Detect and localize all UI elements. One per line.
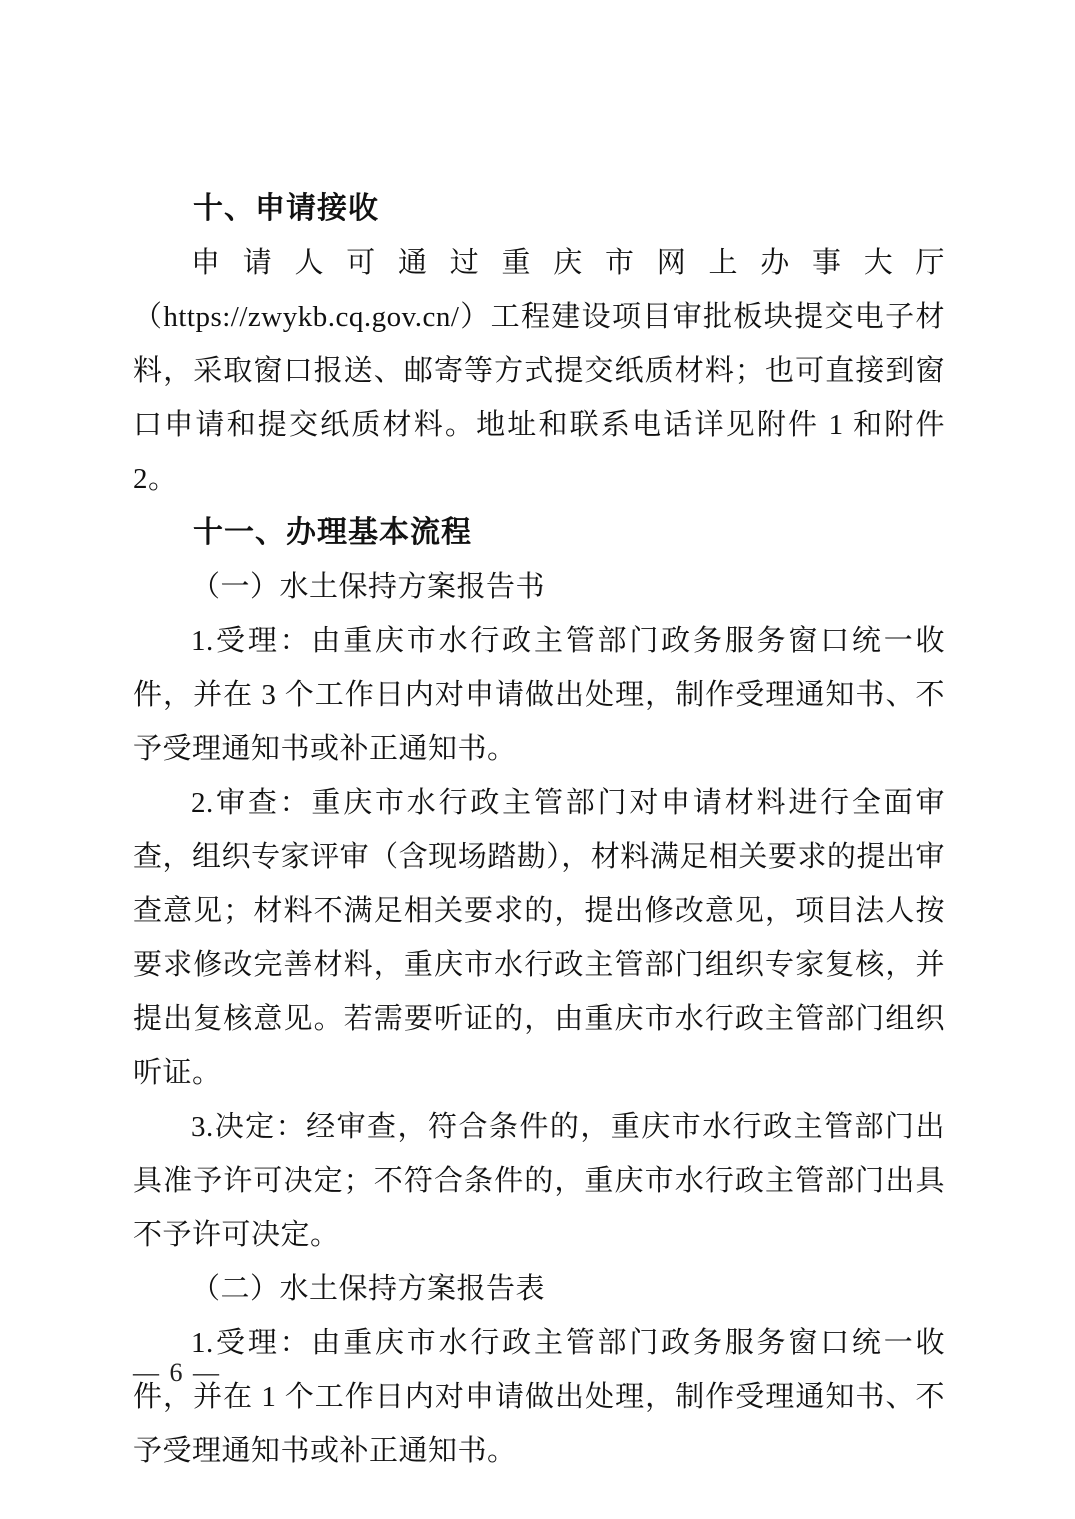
- paragraph-report-book-review: 2.审查：重庆市水行政主管部门对申请材料进行全面审查，组织专家评审（含现场踏勘），材料满足相关要求的提出审查意见；材料不满足相关要求的，提出修改意见，项目法人按要求修改完善材料，重庆市水行政主管部门组织专家复核，并提出复核意见。若需要听证的，由重庆市水行政主管部门组织听证。: [133, 787, 945, 1089]
- subheading-report-book: （一）水土保持方案报告书: [191, 571, 546, 603]
- document-body: [133, 182, 945, 1478]
- subheading-report-form: （二）水土保持方案报告表: [191, 1273, 546, 1305]
- paragraph-report-form-acceptance: 1.受理：由重庆市水行政主管部门政务服务窗口统一收件，并在 1 个工作日内对申请做出处理，制作受理通知书、不予受理通知书或补正通知书。: [133, 1327, 945, 1467]
- paragraph-application-channels: 申请人可通过重庆市网上办事大厅（https://zwykb.cq.gov.cn/）工程建设项目审批板块提交电子材料，采取窗口报送、邮寄等方式提交纸质材料；也可直接到窗口申请和提交纸质材料。地址和联系电话详见附件 1 和附件 2。: [133, 247, 945, 495]
- paragraph-report-book-decision: 3.决定：经审查，符合条件的，重庆市水行政主管部门出具准予许可决定；不符合条件的，重庆市水行政主管部门出具不予许可决定。: [133, 1111, 945, 1251]
- section-heading-basic-process: 十一、办理基本流程: [193, 516, 472, 549]
- paragraph-report-book-acceptance: 1.受理：由重庆市水行政主管部门政务服务窗口统一收件，并在 3 个工作日内对申请做出处理，制作受理通知书、不予受理通知书或补正通知书。: [133, 625, 945, 765]
- page-number: — 6 —: [133, 1358, 221, 1387]
- section-heading-application-receipt: 十、申请接收: [193, 192, 379, 225]
